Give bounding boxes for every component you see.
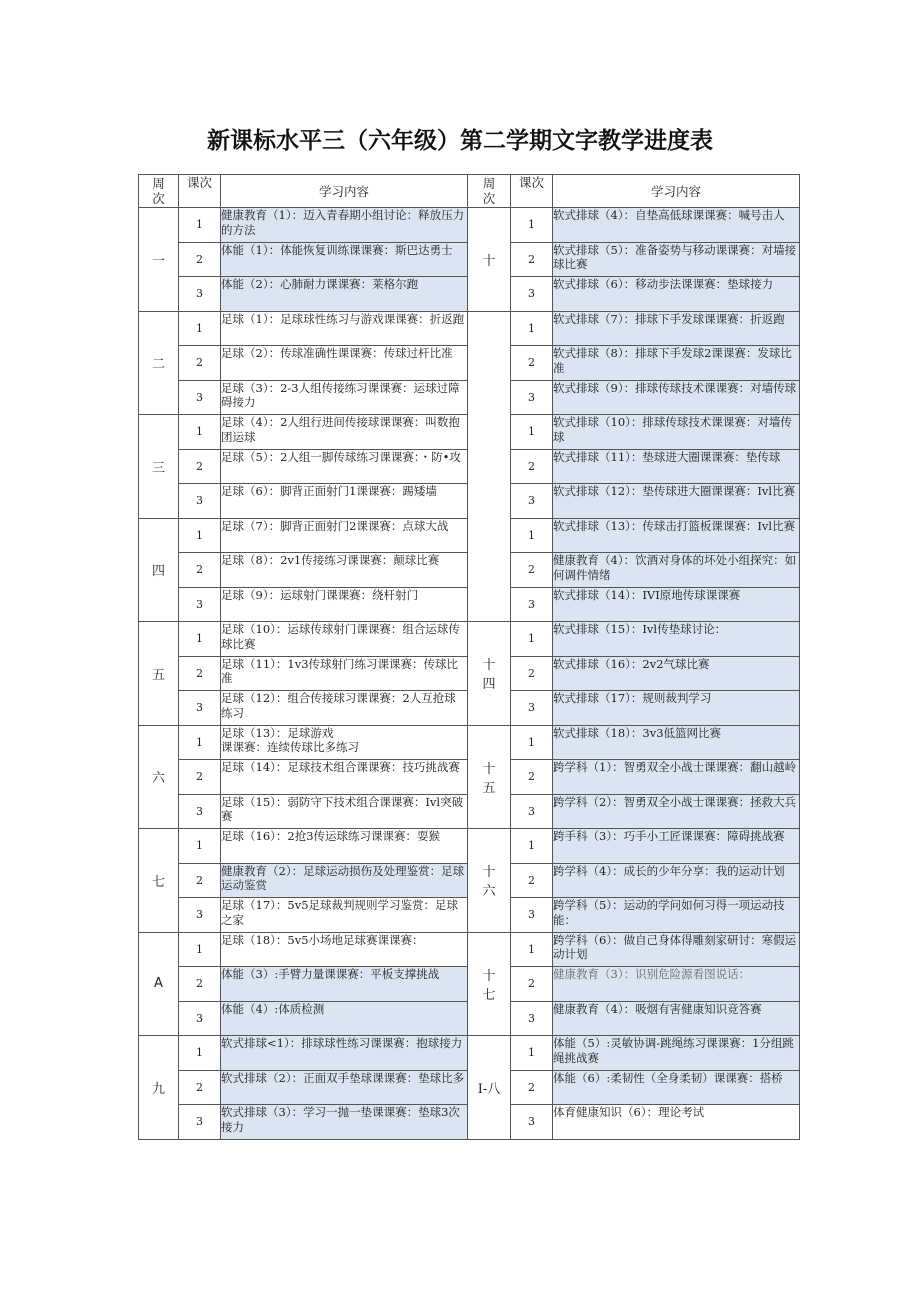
week-cell: I-八 bbox=[468, 1036, 511, 1140]
lesson-content: 软式排球（5）：准备姿势与移动课课赛：对墙接球比赛 bbox=[553, 242, 800, 277]
lesson-content: 足球（1）：足球球性练习与游戏课课赛：折返跑 bbox=[221, 311, 468, 346]
lesson-content: 软式排球（4）：自垫高低球课课赛：喊号击人 bbox=[553, 208, 800, 243]
lesson-number: 3 bbox=[179, 277, 221, 312]
lesson-content: 健康教育（4）：吸烟有害健康知识竞答赛 bbox=[553, 1001, 800, 1036]
week-cell: 十 bbox=[468, 208, 511, 312]
header-week-left: 周 次 bbox=[139, 175, 179, 208]
lesson-content: 软式排球（16）：2v2气球比赛 bbox=[553, 656, 800, 691]
table-row bbox=[139, 622, 800, 657]
lesson-content: 足球（5）：2人组一脚传球练习课课赛：・防•攻 bbox=[221, 449, 468, 484]
lesson-content: 软式排球（17）：规则裁判学习 bbox=[553, 691, 800, 726]
week-cell: 一 bbox=[139, 208, 179, 312]
lesson-number: 3 bbox=[511, 1001, 553, 1036]
lesson-content: 体能（2）：心肺耐力课课赛：莱格尔跑 bbox=[221, 277, 468, 312]
lesson-number: 1 bbox=[179, 518, 221, 553]
lesson-number: 2 bbox=[179, 760, 221, 795]
lesson-number: 1 bbox=[179, 725, 221, 760]
lesson-content: 体能（6）:柔韧性（全身柔韧）课课赛：搭桥 bbox=[553, 1070, 800, 1105]
table-row bbox=[139, 725, 800, 760]
lesson-content: 足球（16）：2抢3传运球练习课课赛：耍猴 bbox=[221, 829, 468, 864]
lesson-content: 健康教育（4）：饮酒对身体的坏处小组探究：如何调件情绪 bbox=[553, 553, 800, 588]
header-content-right: 学习内容 bbox=[553, 175, 800, 208]
lesson-content: 跨手科（3）：巧手小工匠课课赛：障碍挑战赛 bbox=[553, 829, 800, 864]
lesson-number: 1 bbox=[511, 622, 553, 657]
lesson-number: 3 bbox=[179, 691, 221, 726]
lesson-number: 2 bbox=[179, 242, 221, 277]
lesson-content: 体育健康知识（6）：理论考试 bbox=[553, 1105, 800, 1140]
lesson-content: 软式排球（2）：正面双手垫球课课赛：垫球比多 bbox=[221, 1070, 468, 1105]
lesson-content: 足球（14）：足球技术组合课课赛：技巧挑战赛 bbox=[221, 760, 468, 795]
lesson-number: 1 bbox=[511, 311, 553, 346]
week-cell: 十 五 bbox=[468, 725, 511, 829]
page-title: 新课标水平三（六年级）第二学期文字教学进度表 bbox=[207, 128, 713, 154]
lesson-content: 足球（17）：5v5足球裁判规则学习鉴赏：足球之家 bbox=[221, 898, 468, 933]
lesson-number: 3 bbox=[179, 1001, 221, 1036]
lesson-number: 2 bbox=[179, 967, 221, 1002]
lesson-content: 健康教育（3）：识别危险源看图说话： bbox=[553, 967, 800, 1002]
week-cell: 二 bbox=[139, 311, 179, 415]
lesson-number: 1 bbox=[511, 725, 553, 760]
lesson-content: 足球（9）：运球射门课课赛：绕杆射门 bbox=[221, 587, 468, 622]
lesson-number: 2 bbox=[179, 346, 221, 381]
lesson-content: 跨学科（2）：智勇双全小战士课课赛：拯救大兵 bbox=[553, 794, 800, 829]
lesson-number: 2 bbox=[511, 1070, 553, 1105]
lesson-number: 1 bbox=[179, 932, 221, 967]
lesson-number: 1 bbox=[511, 415, 553, 450]
lesson-content: 足球（8）：2v1传接练习课课赛：颠球比赛 bbox=[221, 553, 468, 588]
week-cell: 五 bbox=[139, 622, 179, 726]
lesson-number: 2 bbox=[511, 967, 553, 1002]
lesson-content: 软式排球（14）：IVI原地传球课课赛 bbox=[553, 587, 800, 622]
table-row bbox=[139, 1036, 800, 1071]
week-cell: 七 bbox=[139, 829, 179, 933]
lesson-number: 2 bbox=[179, 863, 221, 898]
table-row bbox=[139, 311, 800, 346]
lesson-number: 3 bbox=[179, 484, 221, 519]
header-lesson-right: 课次 bbox=[511, 175, 553, 208]
week-cell: A bbox=[139, 932, 179, 1036]
lesson-content: 软式排球（10）：排球传球技术课课赛：对墙传球 bbox=[553, 415, 800, 450]
lesson-number: 1 bbox=[511, 208, 553, 243]
lesson-number: 2 bbox=[511, 553, 553, 588]
lesson-number: 3 bbox=[511, 484, 553, 519]
lesson-number: 3 bbox=[179, 380, 221, 415]
lesson-content: 软式排球（15）：Ivl传垫球讨论： bbox=[553, 622, 800, 657]
lesson-content: 软式排球（11）：垫球进大圈课课赛：垫传球 bbox=[553, 449, 800, 484]
week-cell: 十 七 bbox=[468, 932, 511, 1036]
lesson-content: 软式排球（12）：垫传球进大圈课课赛：Ivl比赛 bbox=[553, 484, 800, 519]
header-week-right: 周 次 bbox=[468, 175, 511, 208]
lesson-content: 软式排球<1）：排球球性练习课课赛：抱球接力 bbox=[221, 1036, 468, 1071]
lesson-content: 健康教育（2）：足球运动损伤及处理鉴赏：足球运动鉴赏 bbox=[221, 863, 468, 898]
lesson-number: 1 bbox=[179, 1036, 221, 1071]
lesson-number: 1 bbox=[511, 829, 553, 864]
lesson-number: 3 bbox=[511, 898, 553, 933]
table-row bbox=[139, 932, 800, 967]
lesson-number: 3 bbox=[179, 587, 221, 622]
lesson-number: 3 bbox=[511, 794, 553, 829]
lesson-number: 3 bbox=[511, 277, 553, 312]
lesson-number: 1 bbox=[511, 518, 553, 553]
lesson-content: 软式排球（18）：3v3低篮网比赛 bbox=[553, 725, 800, 760]
lesson-content: 足球（3）：2-3人组传接练习课课赛：运球过障碍接力 bbox=[221, 380, 468, 415]
lesson-number: 2 bbox=[511, 346, 553, 381]
lesson-number: 1 bbox=[179, 311, 221, 346]
lesson-number: 1 bbox=[179, 829, 221, 864]
lesson-content: 体能（5）:灵敏协调-跳绳练习课课赛：1分组跳绳挑战赛 bbox=[553, 1036, 800, 1071]
week-cell: 三 bbox=[139, 415, 179, 519]
lesson-number: 3 bbox=[179, 898, 221, 933]
schedule-table bbox=[138, 174, 800, 1140]
lesson-number: 2 bbox=[179, 449, 221, 484]
lesson-content: 足球（10）：运球传球射门课课赛：组合运球传球比赛 bbox=[221, 622, 468, 657]
lesson-number: 2 bbox=[511, 449, 553, 484]
lesson-number: 3 bbox=[511, 1105, 553, 1140]
lesson-content: 足球（12）：组合传接球习课课赛：2人互抢球练习 bbox=[221, 691, 468, 726]
lesson-content: 足球（15）：弱防守下技术组合课课赛：Ivl突破赛 bbox=[221, 794, 468, 829]
lesson-content: 足球（13）：足球游戏 课课赛：连续传球比多练习 bbox=[221, 725, 468, 760]
week-cell: 十 四 bbox=[468, 622, 511, 726]
lesson-number: 3 bbox=[511, 587, 553, 622]
lesson-content: 体能（3）:手臂力量课课赛：平板支撑挑战 bbox=[221, 967, 468, 1002]
lesson-number: 2 bbox=[511, 760, 553, 795]
lesson-number: 2 bbox=[179, 553, 221, 588]
lesson-content: 跨学科（5）：运动的学问如何习得一项运动技能： bbox=[553, 898, 800, 933]
lesson-number: 2 bbox=[511, 863, 553, 898]
lesson-content: 软式排球（8）：排球下手发球2课课赛：发球比准 bbox=[553, 346, 800, 381]
lesson-number: 3 bbox=[179, 794, 221, 829]
lesson-content: 软式排球（9）：排球传球技术课课赛：对墙传球 bbox=[553, 380, 800, 415]
week-cell: 十 六 bbox=[468, 829, 511, 933]
lesson-number: 1 bbox=[179, 622, 221, 657]
table-row bbox=[139, 829, 800, 864]
lesson-number: 1 bbox=[511, 932, 553, 967]
lesson-content: 足球（6）：脚背正面射门1课课赛：踢矮墙 bbox=[221, 484, 468, 519]
lesson-content: 软式排球（13）：传球击打篮板课课赛：Ivl比赛 bbox=[553, 518, 800, 553]
lesson-content: 跨学科（6）：做自己身体得雕刻家研讨：寒假运动计划 bbox=[553, 932, 800, 967]
lesson-number: 1 bbox=[179, 415, 221, 450]
lesson-content: 软式排球（6）：移动步法课课赛：垫球接力 bbox=[553, 277, 800, 312]
lesson-content: 体能（4）:体质检测 bbox=[221, 1001, 468, 1036]
lesson-number: 1 bbox=[511, 1036, 553, 1071]
lesson-number: 3 bbox=[179, 1105, 221, 1140]
table-row bbox=[139, 208, 800, 243]
lesson-content: 足球（18）：5v5小场地足球赛课课赛： bbox=[221, 932, 468, 967]
lesson-content: 足球（2）：传球准确性课课赛：传球过杆比准 bbox=[221, 346, 468, 381]
week-cell: 九 bbox=[139, 1036, 179, 1140]
lesson-content: 体能（1）：体能恢复训练课课赛：斯巴达勇士 bbox=[221, 242, 468, 277]
lesson-content: 足球（7）：脚背正面射门2课课赛：点球大战 bbox=[221, 518, 468, 553]
lesson-content: 软式排球（7）：排球下手发球课课赛：折返跑 bbox=[553, 311, 800, 346]
header-content-left: 学习内容 bbox=[221, 175, 468, 208]
lesson-number: 2 bbox=[511, 656, 553, 691]
lesson-number: 2 bbox=[511, 242, 553, 277]
lesson-number: 3 bbox=[511, 691, 553, 726]
lesson-number: 1 bbox=[179, 208, 221, 243]
lesson-content: 足球（11）：1v3传球射门练习课课赛：传球比准 bbox=[221, 656, 468, 691]
header-lesson-left: 课次 bbox=[179, 175, 221, 208]
lesson-number: 2 bbox=[179, 656, 221, 691]
lesson-content: 足球（4）：2人组行进间传接球课课赛：叫数抱团运球 bbox=[221, 415, 468, 450]
lesson-content: 健康教育（1）：迈入青春期小组讨论：释放压力的方法 bbox=[221, 208, 468, 243]
table-header-row bbox=[139, 175, 800, 208]
lesson-content: 软式排球（3）：学习一抛一垫课课赛：垫球3次接力 bbox=[221, 1105, 468, 1140]
week-cell: 四 bbox=[139, 518, 179, 622]
lesson-content: 跨学科（1）：智勇双全小战士课课赛：翻山越岭 bbox=[553, 760, 800, 795]
lesson-content: 跨学科（4）：成长的少年分享：我的运动计划 bbox=[553, 863, 800, 898]
lesson-number: 3 bbox=[511, 380, 553, 415]
week-cell: 六 bbox=[139, 725, 179, 829]
week-cell bbox=[468, 311, 511, 622]
lesson-number: 2 bbox=[179, 1070, 221, 1105]
